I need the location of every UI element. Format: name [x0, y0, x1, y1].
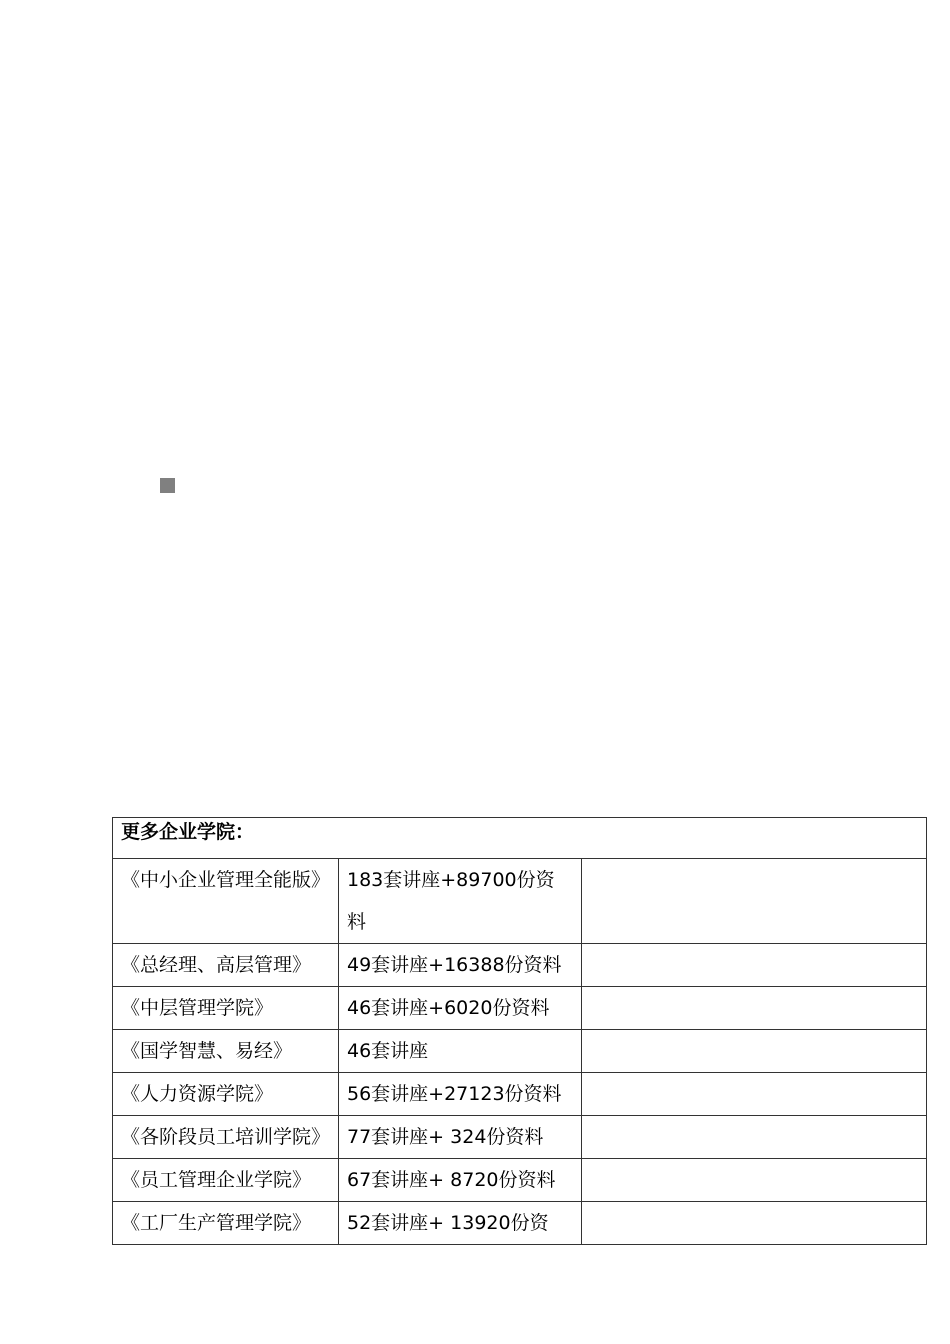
table-header-row: [113, 818, 927, 859]
course-name: 《人力资源学院》: [113, 1073, 339, 1116]
course-description: 52套讲座+ 13920份资: [339, 1202, 582, 1245]
table-row: [113, 1073, 927, 1116]
course-extra: [582, 1073, 927, 1116]
course-extra: [582, 1159, 927, 1202]
course-extra: [582, 944, 927, 987]
course-description: 77套讲座+ 324份资料: [339, 1116, 582, 1159]
course-table: [112, 817, 927, 1245]
table-row: [113, 859, 927, 944]
course-name: 《中小企业管理全能版》: [113, 859, 339, 944]
table-row: [113, 1116, 927, 1159]
table-row: [113, 944, 927, 987]
course-description: 49套讲座+16388份资料: [339, 944, 582, 987]
course-name: 《员工管理企业学院》: [113, 1159, 339, 1202]
course-name: 《国学智慧、易经》: [113, 1030, 339, 1073]
table-row: [113, 1202, 927, 1245]
course-description: 183套讲座+89700份资料: [339, 859, 582, 944]
table-header: 更多企业学院：: [113, 818, 927, 859]
course-name: 《各阶段员工培训学院》: [113, 1116, 339, 1159]
course-extra: [582, 1030, 927, 1073]
course-description: 46套讲座: [339, 1030, 582, 1073]
course-extra: [582, 1116, 927, 1159]
table-row: [113, 987, 927, 1030]
course-description: 67套讲座+ 8720份资料: [339, 1159, 582, 1202]
table-row: [113, 1159, 927, 1202]
table-row: [113, 1030, 927, 1073]
course-name: 《工厂生产管理学院》: [113, 1202, 339, 1245]
course-extra: [582, 859, 927, 944]
course-description: 46套讲座+6020份资料: [339, 987, 582, 1030]
course-extra: [582, 987, 927, 1030]
course-description: 56套讲座+27123份资料: [339, 1073, 582, 1116]
bullet-square-icon: [160, 478, 175, 493]
course-name: 《中层管理学院》: [113, 987, 339, 1030]
course-name: 《总经理、高层管理》: [113, 944, 339, 987]
course-extra: [582, 1202, 927, 1245]
